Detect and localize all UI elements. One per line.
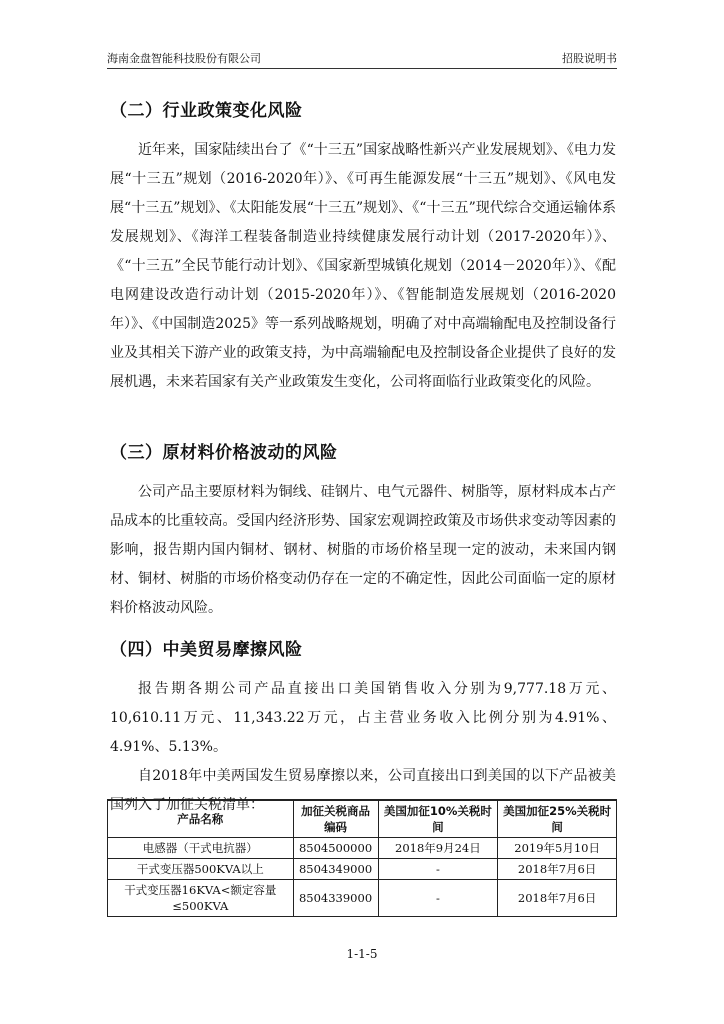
tariff-table [107, 799, 617, 917]
paragraph: 公司产品主要原材料为铜线、硅钢片、电气元器件、树脂等，原材料成本占产品成本的比重较高。受国内经济形势、国家宏观调控政策及市场供求变动等因素的影响，报告期内国内铜材、钢材、树脂的市场价格呈现一定的波动，未来国内钢材、铜材、树脂的市场价格变动仍存在一定的不确定性，因此公司面临一定的原材料价格波动风险。 [110, 484, 616, 616]
table-header-row [108, 800, 617, 838]
section-heading-policy-risk: （二）行业政策变化风险 [110, 101, 303, 121]
table-header-cell: 美国加征10%关税时间 [378, 800, 498, 838]
table-cell: 2018年7月6日 [498, 880, 617, 917]
table-header-cell: 产品名称 [108, 800, 294, 838]
table-row [108, 838, 617, 859]
table-cell: 2018年7月6日 [498, 859, 617, 880]
section-body-material-risk [110, 478, 616, 623]
table-cell: 干式变压器500KVA以上 [108, 859, 294, 880]
table-cell: 8504349000 [293, 859, 378, 880]
paragraph: 近年来，国家陆续出台了《“十三五”国家战略性新兴产业发展规划》、《电力发展“十三五”规划（2016-2020年）》、《可再生能源发展“十三五”规划》、《风电发展“十三五”规划》、《太阳能发展“十三五”规划》、《“十三五”现代综合交通运输体系发展规划》、《海洋工程装备制造业持续健康发展行动计划（2017-2020年）》、《“十三五”全民节能行动计划》、《国家新型城镇化规划（2014－2020年）》、《配电网建设改造行动计划（2015-2020年）》、《智能制造发展规划（2016-2020年）》、《中国制造2025》等一系列战略规划，明确了对中高端输配电及控制设备行业及其相关下游产业的政策支持，为中高端输配电及控制设备企业提供了良好的发展机遇，未来若国家有关产业政策发生变化，公司将面临行业政策变化的风险。 [110, 142, 616, 390]
table-row [108, 880, 617, 917]
section-body-policy-risk [110, 136, 616, 397]
table-header-cell: 美国加征25%关税时间 [498, 800, 617, 838]
table-cell: - [378, 880, 498, 917]
section-heading-trade-risk: （四）中美贸易摩擦风险 [110, 640, 303, 660]
table-header-cell: 加征关税商品编码 [293, 800, 378, 838]
table-row [108, 859, 617, 880]
header-company: 海南金盘智能科技股份有限公司 [107, 52, 261, 65]
section-heading-material-risk: （三）原材料价格波动的风险 [110, 443, 338, 463]
table-cell: 电感器（干式电抗器） [108, 838, 294, 859]
page-header [107, 46, 617, 69]
paragraph: 报告期各期公司产品直接出口美国销售收入分别为9,777.18万元、10,610.11万元、11,343.22万元，占主营业务收入比例分别为4.91%、4.91%、5.13%。 [110, 681, 616, 755]
paragraph: 自2018年中美两国发生贸易摩擦以来，公司直接出口到美国的以下产品被美国列入了加征关税清单： [110, 768, 616, 813]
table-cell: 2018年9月24日 [378, 838, 498, 859]
table-cell: 2019年5月10日 [498, 838, 617, 859]
table-cell: 8504500000 [293, 838, 378, 859]
table-cell: - [378, 859, 498, 880]
header-doc-type: 招股说明书 [562, 52, 617, 65]
table-cell: 干式变压器16KVA<额定容量≤500KVA [108, 880, 294, 917]
page-number: 1-1-5 [346, 947, 378, 961]
table-cell: 8504339000 [293, 880, 378, 917]
